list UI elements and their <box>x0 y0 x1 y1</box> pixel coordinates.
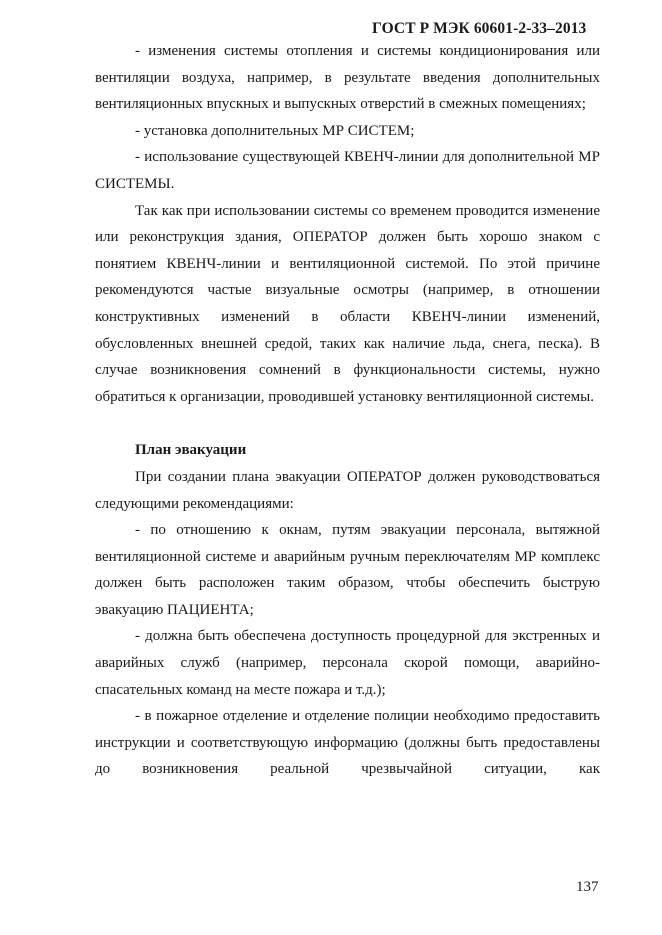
paragraph: - изменения системы отопления и системы кондиционирования или вентиляции воздуха, например, в результате введения дополнительных вентиляционных впускных и выпускных отверстий в смежных помещениях; <box>95 43 600 113</box>
paragraph: - по отношению к окнам, путям эвакуации персонала, вытяжной вентиляционной системе и аварийным ручным переключателям МР комплекс должен быть расположен таким образом, чтобы обеспечить быструю эвакуацию ПАЦИЕНТА; <box>95 522 600 618</box>
paragraph: - использование существующей КВЕНЧ-линии для дополнительной МР СИСТЕМЫ. <box>95 149 600 192</box>
page-header-standard-number: ГОСТ Р МЭК 60601-2-33–2013 <box>372 20 587 37</box>
paragraph: При создании плана эвакуации ОПЕРАТОР должен руководствоваться следующими рекомендациями: <box>95 468 600 512</box>
section-spacer <box>95 410 600 437</box>
page-body <box>95 38 600 783</box>
paragraph: - установка дополнительных МР СИСТЕМ; <box>135 122 415 139</box>
paragraph: - должна быть обеспечена доступность процедурной для экстренных и аварийных служб (например, персонала скорой помощи, аварийно-спасательных команд на месте пожара и т.д.); <box>95 628 600 698</box>
paragraph: - в пожарное отделение и отделение полиции необходимо предоставить инструкции и соответствующую информацию (должны быть предоставлены до возникновения реальной чрезвычайной ситуации, как <box>95 708 600 778</box>
paragraph: Так как при использовании системы со временем проводится изменение или реконструкция здания, ОПЕРАТОР должен быть хорошо знаком с понятием КВЕНЧ-линии и вентиляционной системой. По этой причине рекомендуются частые визуальные осмотры (например, в отношении конструктивных изменений в области КВЕНЧ-линии изменений, обусловленных внешней средой, таких как наличие льда, снега, песка). В случае возникновения сомнений в функциональности системы, нужно обратиться к организации, проводившей установку вентиляционной системы. <box>95 202 600 405</box>
page-number: 137 <box>576 879 599 895</box>
section-title-evacuation-plan: План эвакуации <box>135 442 247 459</box>
